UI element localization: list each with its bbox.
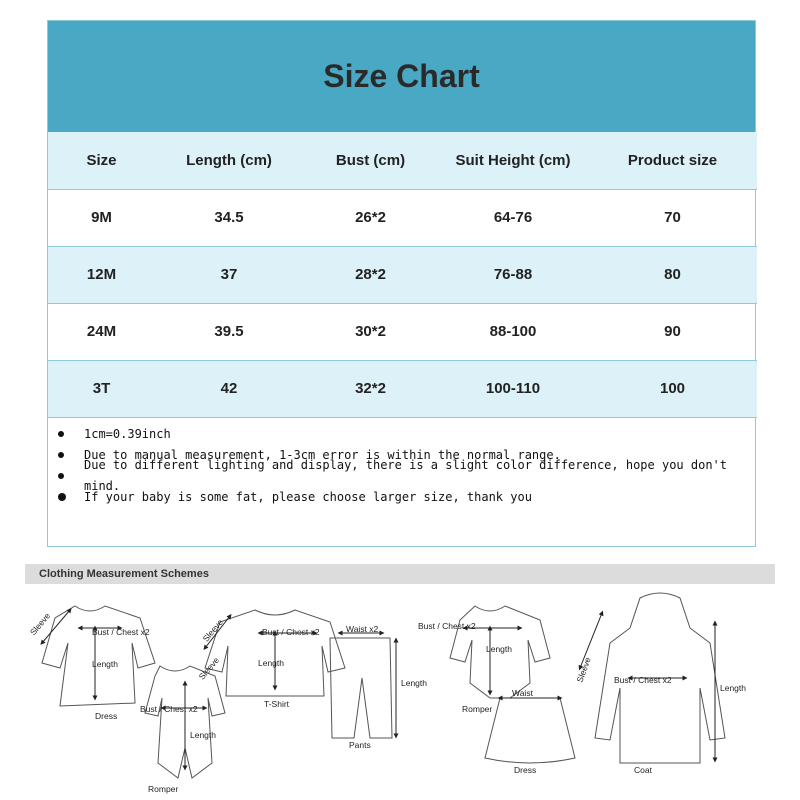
cell-length: 39.5 [155,303,303,360]
note-item [58,424,755,445]
pants-sketch-icon [330,638,392,738]
dress2-sketch-icon [485,698,575,763]
cell-size: 9M [48,189,155,246]
tshirt-length-label: Length [258,658,284,668]
cell-product-size: 100 [588,360,757,417]
bullet-icon [58,431,64,437]
romper-bust-label: Bust / Chest x2 [140,704,198,714]
cell-suit-height: 64-76 [438,189,588,246]
size-table [48,132,757,418]
size-chart [47,20,756,547]
header-size: Size [48,132,155,189]
cell-length: 34.5 [155,189,303,246]
note-text: Due to different lighting and display, there is a slight color difference, hope you don't mind. [84,458,727,493]
cell-length: 37 [155,246,303,303]
tshirt-sleeve-label: Sleeve [200,617,225,644]
cell-suit-height: 76-88 [438,246,588,303]
table-header-row [48,132,757,189]
dress-sketch-icon [42,606,155,706]
bullet-icon [58,473,64,479]
note-text: Due to manual measurement, 1-3cm error is within the normal range. [84,447,561,462]
table-row [48,303,757,360]
dress-length-label: Length [92,659,118,669]
romper2-name: Romper [462,704,493,714]
header-bust: Bust (cm) [303,132,438,189]
cell-size: 24M [48,303,155,360]
pants-length-label: Length [401,678,427,688]
romper2-bust-label: Bust / Chest x2 [418,621,476,631]
romper-name: Romper [148,784,179,794]
dress2-name: Dress [514,765,537,775]
coat-sleeve-label: Sleeve [574,655,593,684]
romper-sleeve-label: Sleeve [196,655,222,682]
cell-product-size: 90 [588,303,757,360]
cell-size: 3T [48,360,155,417]
romper2-length-label: Length [486,644,512,654]
dress-name: Dress [95,711,118,721]
notes-list [48,418,755,508]
cell-size: 12M [48,246,155,303]
table-row [48,246,757,303]
measurement-schemes [20,588,780,798]
header-suit-height: Suit Height (cm) [438,132,588,189]
cell-product-size: 80 [588,246,757,303]
bullet-icon [58,452,64,458]
bullet-icon [58,493,66,501]
cell-bust: 28*2 [303,246,438,303]
cell-product-size: 70 [588,189,757,246]
table-row [48,189,757,246]
header-product-size: Product size [588,132,757,189]
pants-name: Pants [349,740,371,750]
coat-name: Coat [634,765,652,775]
garment-sketches [20,588,780,798]
cell-length: 42 [155,360,303,417]
table-row [48,360,757,417]
cell-bust: 26*2 [303,189,438,246]
schemes-title: Clothing Measurement Schemes [25,564,775,584]
note-text: If your baby is some fat, please choose larger size, thank you [84,489,532,504]
chart-title: Size Chart [48,21,755,132]
tshirt-name: T-Shirt [264,699,290,709]
dress2-waist-label: Waist [512,688,533,698]
pants-waist-label: Waist x2 [346,624,379,634]
note-text: 1cm=0.39inch [84,426,171,441]
note-item [58,458,755,493]
tshirt-bust-label: Bust / Chest x2 [262,627,320,637]
cell-suit-height: 88-100 [438,303,588,360]
coat-length-label: Length [720,683,746,693]
cell-bust: 32*2 [303,360,438,417]
header-length: Length (cm) [155,132,303,189]
romper-length-label: Length [190,730,216,740]
dress-bust-label: Bust / Chest x2 [92,627,150,637]
cell-bust: 30*2 [303,303,438,360]
cell-suit-height: 100-110 [438,360,588,417]
coat-bust-label: Bust / Chest x2 [614,675,672,685]
dress-sleeve-label: Sleeve [27,610,53,638]
